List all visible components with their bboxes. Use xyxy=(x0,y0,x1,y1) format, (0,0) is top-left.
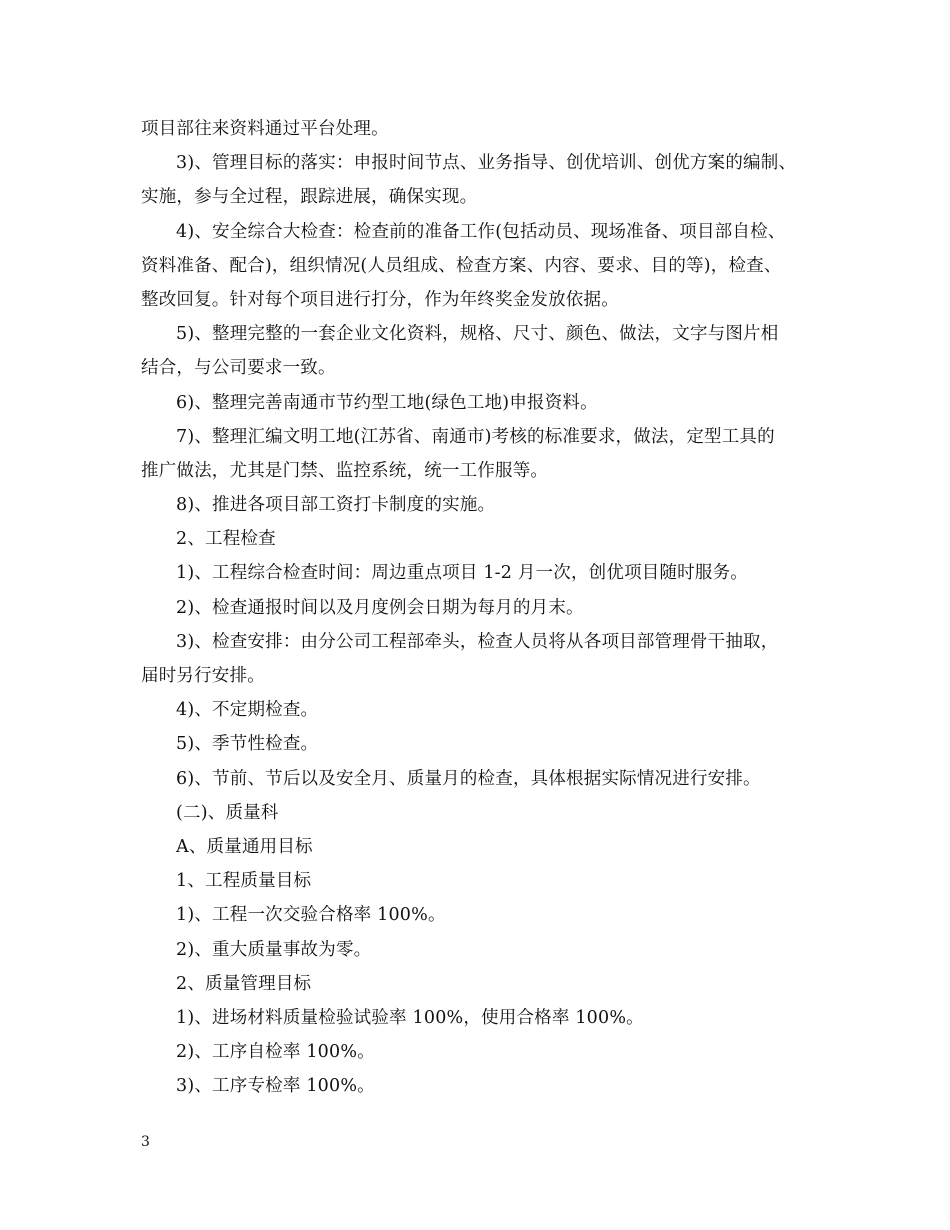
text-line: 2)、检查通报时间以及月度例会日期为每月的月末。 xyxy=(176,597,584,618)
text-line: (二)、质量科 xyxy=(176,802,279,823)
text-line: 8)、推进各项目部工资打卡制度的实施。 xyxy=(176,495,496,516)
page-number: 3 xyxy=(141,1134,150,1150)
text-line: 2)、重大质量事故为零。 xyxy=(176,939,372,960)
text-line: 6)、整理完善南通市节约型工地(绿色工地)申报资料。 xyxy=(176,392,598,413)
text-line: 3)、工序专检率 100%。 xyxy=(176,1076,375,1097)
text-line: 3)、管理目标的落实：申报时间节点、业务指导、创优培训、创优方案的编制、 xyxy=(176,153,797,174)
text-line: 1)、工程一次交验合格率 100%。 xyxy=(176,905,446,926)
text-line: 3)、检查安排：由分公司工程部牵头，检查人员将从各项目部管理骨干抽取， xyxy=(176,631,779,652)
text-line: 6)、节前、节后以及安全月、质量月的检查，具体根据实际情况进行安排。 xyxy=(176,768,761,789)
text-line: 1)、进场材料质量检验试验率 100%，使用合格率 100%。 xyxy=(176,1007,644,1028)
text-line: 项目部往来资料通过平台处理。 xyxy=(141,119,389,139)
text-line: 4)、不定期检查。 xyxy=(176,700,319,721)
text-line: 资料准备、配合)，组织情况(人员组成、检查方案、内容、要求、目的等)，检查、 xyxy=(141,255,782,276)
text-line: 实施，参与全过程，跟踪进展，确保实现。 xyxy=(141,187,478,208)
text-line: 5)、季节性检查。 xyxy=(176,734,319,755)
text-line: 1、工程质量目标 xyxy=(176,871,312,892)
text-line: 4)、安全综合大检查：检查前的准备工作(包括动员、现场准备、项目部自检、 xyxy=(176,221,786,242)
text-line: 7)、整理汇编文明工地(江苏省、南通市)考核的标准要求，做法，定型工具的 xyxy=(176,426,775,447)
text-line: 推广做法，尤其是门禁、监控系统，统一工作服等。 xyxy=(141,460,549,481)
document-body xyxy=(141,112,821,1103)
text-line: 2)、工序自检率 100%。 xyxy=(176,1042,375,1063)
text-line: 结合，与公司要求一致。 xyxy=(141,358,336,379)
text-line: 5)、整理完整的一套企业文化资料，规格、尺寸、颜色、做法，文字与图片相 xyxy=(176,324,779,345)
text-line: 2、工程检查 xyxy=(176,529,276,550)
text-line: 2、质量管理目标 xyxy=(176,973,312,994)
text-line: 1)、工程综合检查时间：周边重点项目 1-2 月一次，创优项目随时服务。 xyxy=(176,563,748,584)
text-line: A、质量通用目标 xyxy=(176,836,313,857)
text-line: 届时另行安排。 xyxy=(141,666,265,686)
text-line: 整改回复。针对每个项目进行打分，作为年终奖金发放依据。 xyxy=(141,289,619,310)
